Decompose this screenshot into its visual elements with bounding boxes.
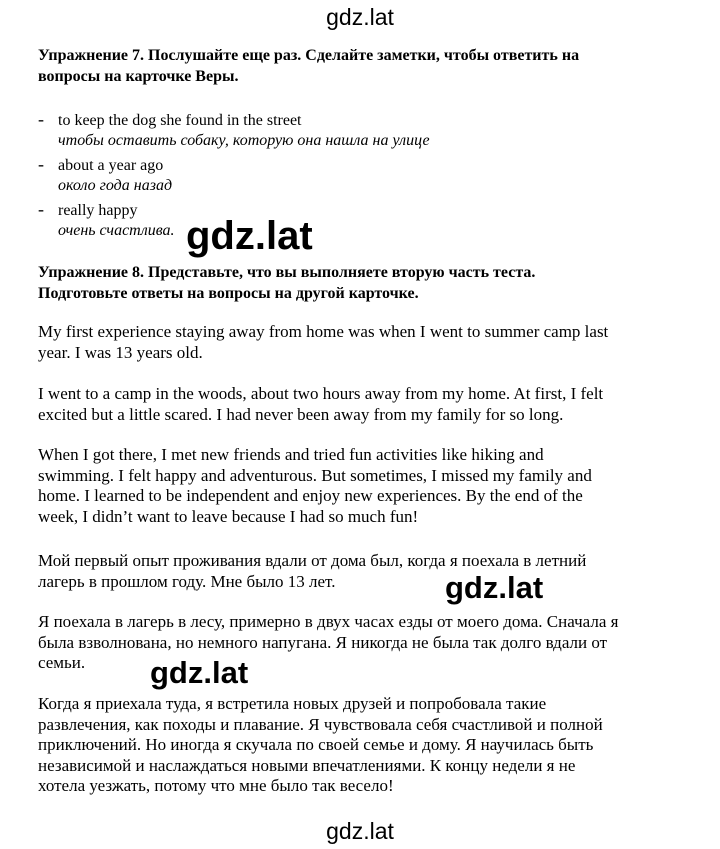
bullet-dash: -: [38, 109, 44, 129]
text-line: My first experience staying away from home was when I went to summer camp last: [38, 322, 609, 341]
text-line: year. I was 13 years old.: [38, 342, 203, 362]
text-line: независимой и наслаждаться новыми впечатлениями. К концу недели я не: [38, 755, 576, 775]
answer-english: really happy: [58, 202, 138, 219]
heading-line: Упражнение 7. Послушайте еще раз. Сделайте заметки, чтобы ответить на: [38, 47, 580, 64]
list-item: [38, 109, 538, 154]
text-line: I went to a camp in the woods, about two hours away from my home. At first, I felt: [38, 384, 604, 403]
paragraph-english-1: [38, 322, 698, 363]
text-line: приключений. Но иногда я скучала по своей семье и дому. Я научилась быть: [38, 735, 594, 754]
heading-line: Подготовьте ответы на вопросы на другой карточке.: [38, 285, 419, 302]
exercise-8-heading: [38, 262, 688, 304]
answer-russian: очень счастлива.: [58, 222, 175, 239]
text-line: лагерь в прошлом году. Мне было 13 лет.: [38, 571, 336, 591]
answer-english: about a year ago: [58, 157, 164, 174]
text-line: хотела уезжать, потому что мне было так весело!: [38, 776, 394, 795]
text-line: развлечения, как походы и плавание. Я чувствовала себя счастливой и полной: [38, 714, 603, 734]
text-line: семьи.: [38, 653, 86, 672]
watermark-bottom: gdz.lat: [326, 818, 394, 844]
bullet-dash: -: [38, 199, 44, 219]
watermark-top: gdz.lat: [326, 4, 394, 30]
text-line: When I got there, I met new friends and tried fun activities like hiking and: [38, 445, 544, 464]
text-line: Мой первый опыт проживания вдали от дома был, когда я поехала в летний: [38, 551, 587, 570]
paragraph-english-2: [38, 384, 698, 425]
text-line: Я поехала в лагерь в лесу, примерно в двух часах езды от моего дома. Сначала я: [38, 612, 619, 631]
answer-russian: около года назад: [58, 177, 173, 194]
answer-english: to keep the dog she found in the street: [58, 112, 302, 129]
watermark-large: gdz.lat: [186, 214, 313, 258]
watermark-middle-left: gdz.lat: [150, 655, 249, 690]
heading-line: Упражнение 8. Представьте, что вы выполняете вторую часть теста.: [38, 264, 536, 281]
heading-line: вопросы на карточке Веры.: [38, 68, 239, 85]
text-line: home. I learned to be independent and enjoy new experiences. By the end of the: [38, 486, 583, 505]
paragraph-russian-3: [38, 694, 698, 797]
text-line: swimming. I felt happy and adventurous. But sometimes, I missed my family and: [38, 465, 592, 485]
text-line: Когда я приехала туда, я встретила новых друзей и попробовала такие: [38, 694, 547, 713]
text-line: была взволнована, но немного напугана. Я никогда не была так долго вдали от: [38, 632, 608, 652]
paragraph-russian-1: [38, 551, 698, 592]
exercise-7-heading: [38, 45, 688, 87]
paragraph-russian-2: [38, 612, 698, 674]
answer-russian: чтобы оставить собаку, которую она нашла на улице: [58, 132, 430, 149]
text-line: excited but a little scared. I had never been away from my family for so long.: [38, 404, 564, 424]
text-line: week, I didn’t want to leave because I had so much fun!: [38, 506, 419, 526]
paragraph-english-3: [38, 445, 698, 527]
watermark-middle-right: gdz.lat: [445, 570, 544, 605]
list-item: [38, 154, 538, 199]
bullet-dash: -: [38, 154, 44, 174]
